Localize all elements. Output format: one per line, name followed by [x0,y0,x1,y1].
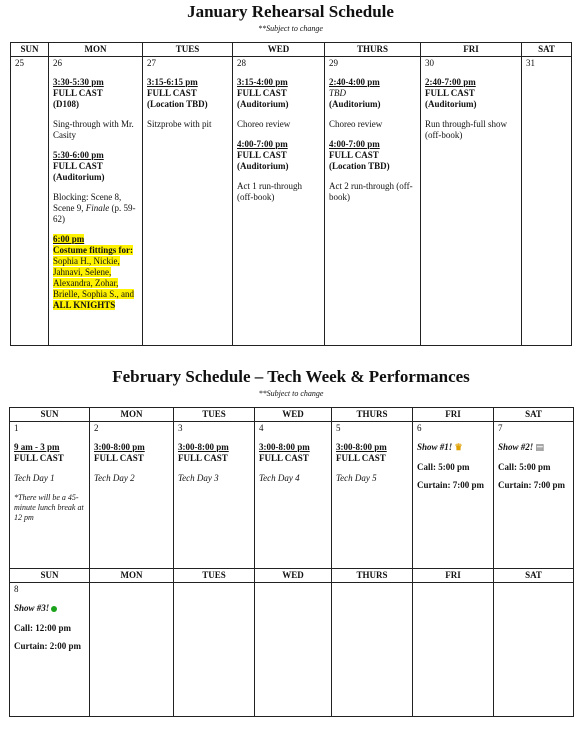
blocking-text: Blocking: Scene 8, Scene 9, [53,192,122,213]
header-tues: TUES [174,408,255,422]
day-cell-jan-30 [421,57,522,346]
rehearsal-time: 9 am - 3 pm [14,442,60,452]
rehearsal-block [237,77,320,110]
rehearsal-group: FULL CAST [53,88,103,98]
header-mon: MON [90,408,174,422]
february-week-1-row [10,422,574,569]
rehearsal-description: Act 2 run-through (off-book) [329,181,413,202]
rehearsal-location: (Location TBD) [147,99,208,109]
header-sat: SAT [522,43,572,57]
rehearsal-time: 2:40-4:00 pm [329,77,380,87]
rehearsal-location: (D108) [53,99,79,109]
day-cell-empty [255,583,332,717]
show-label: Show #1! [417,442,453,452]
rehearsal-group: FULL CAST [237,88,287,98]
rehearsal-block [14,442,85,464]
rehearsal-time: 3:00-8:00 pm [178,442,229,452]
rehearsal-group: FULL CAST [94,453,144,463]
header-tues: TUES [143,43,233,57]
blocking-pages: (p. 59-62) [53,203,136,224]
rehearsal-group: FULL CAST [237,150,287,160]
header-fri: FRI [413,408,494,422]
february-title: February Schedule – Tech Week & Performances [112,367,470,386]
day-number: 26 [53,58,62,68]
february-subtitle: **Subject to change [258,389,324,398]
tech-day-label: Tech Day 2 [94,473,135,483]
header-wed: WED [233,43,325,57]
green-dot-icon [51,606,57,612]
rehearsal-location: (Auditorium) [53,172,105,182]
day-cell-empty [174,583,255,717]
rehearsal-time: 3:15-4:00 pm [237,77,288,87]
rehearsal-block [425,77,517,110]
rehearsal-time: 3:00-8:00 pm [259,442,310,452]
rehearsal-description: Sing-through with Mr. Casity [53,119,134,140]
day-cell-jan-27 [143,57,233,346]
rehearsal-location: (Auditorium) [425,99,477,109]
fitting-names: Sophia H., Nickie, Jahnavi, Selene, Alexandra, Zohar, Brielle, Sophia S., and [53,256,134,299]
january-week-row [11,57,572,346]
rehearsal-block [53,150,138,183]
fitting-time: 6:00 pm [53,234,85,244]
lunch-note: *There will be a 45-minute lunch break at 12 pm [14,493,84,522]
show-title [498,442,569,453]
day-number: 7 [498,423,503,433]
day-number: 8 [14,584,19,594]
header-thurs: THURS [332,569,413,583]
call-time: Call: 5:00 pm [417,462,470,472]
day-cell-feb-3 [174,422,255,569]
rehearsal-time: 3:00-8:00 pm [94,442,145,452]
header-thurs: THURS [332,408,413,422]
february-section [9,367,573,717]
tech-day-label: Tech Day 3 [178,473,219,483]
crown-icon: ♛ [454,442,463,452]
day-cell-feb-6 [413,422,494,569]
day-number: 25 [15,58,24,68]
february-week-2-row [10,583,574,717]
rehearsal-time: 2:40-7:00 pm [425,77,476,87]
day-cell-empty [90,583,174,717]
day-cell-jan-29 [325,57,421,346]
day-number: 30 [425,58,434,68]
rehearsal-location: (Auditorium) [237,161,289,171]
day-number: 6 [417,423,422,433]
curtain-time: Curtain: 7:00 pm [498,480,565,490]
header-sun: SUN [10,408,90,422]
header-mon: MON [90,569,174,583]
day-cell-jan-26 [49,57,143,346]
rehearsal-group: FULL CAST [53,161,103,171]
header-sat: SAT [494,408,574,422]
header-wed: WED [255,569,332,583]
show-title [14,603,85,614]
rehearsal-block [329,139,416,172]
header-thurs: THURS [325,43,421,57]
rehearsal-location: (Auditorium) [329,99,381,109]
rehearsal-group: FULL CAST [259,453,309,463]
rehearsal-block [53,77,138,110]
rehearsal-block [259,442,327,464]
rehearsal-description [53,192,138,225]
january-header-row [11,43,572,57]
rehearsal-block [178,442,250,464]
january-section [10,2,571,346]
rehearsal-description: Sitzprobe with pit [147,119,212,129]
rehearsal-time: 3:00-8:00 pm [336,442,387,452]
header-sun: SUN [10,569,90,583]
january-subtitle: **Subject to change [258,24,323,33]
tech-day-label: Tech Day 1 [14,473,55,483]
day-cell-feb-5 [332,422,413,569]
day-number: 3 [178,423,183,433]
day-cell-jan-31 [522,57,572,346]
january-calendar [10,42,572,346]
blocking-finale: Finale [85,203,110,213]
header-fri: FRI [413,569,494,583]
rehearsal-time: 4:00-7:00 pm [329,139,380,149]
header-sat: SAT [494,569,574,583]
rehearsal-location: (Auditorium) [237,99,289,109]
rehearsal-block [147,77,228,110]
day-number: 31 [526,58,535,68]
rehearsal-description: Choreo review [329,119,383,129]
rehearsal-description: Run through-full show (off-book) [425,119,507,140]
costume-fitting-block [53,234,138,311]
rehearsal-time: 3:30-5:30 pm [53,77,104,87]
february-header-row-2 [10,569,574,583]
day-number: 2 [94,423,99,433]
rehearsal-block [336,442,408,464]
rehearsal-group: FULL CAST [329,150,379,160]
show-label: Show #3! [14,603,50,613]
curtain-time: Curtain: 2:00 pm [14,641,81,651]
day-cell-empty [413,583,494,717]
day-cell-empty [494,583,574,717]
january-title: January Rehearsal Schedule [187,2,394,21]
header-tues: TUES [174,569,255,583]
day-number: 29 [329,58,338,68]
tech-day-label: Tech Day 4 [259,473,300,483]
show-label: Show #2! [498,442,534,452]
bed-icon: ▤ [535,442,545,452]
day-cell-feb-7 [494,422,574,569]
rehearsal-block [329,77,416,110]
header-sun: SUN [11,43,49,57]
rehearsal-group: FULL CAST [147,88,197,98]
day-cell-jan-28 [233,57,325,346]
call-time: Call: 5:00 pm [498,462,551,472]
curtain-time: Curtain: 7:00 pm [417,480,484,490]
show-title [417,442,489,453]
rehearsal-description: Choreo review [237,119,291,129]
fitting-label: Costume fittings for: [53,245,133,255]
call-time: Call: 12:00 pm [14,623,71,633]
tech-day-label: Tech Day 5 [336,473,377,483]
rehearsal-group: FULL CAST [178,453,228,463]
rehearsal-block [237,139,320,172]
day-number: 28 [237,58,246,68]
day-number: 4 [259,423,264,433]
day-cell-feb-8 [10,583,90,717]
header-wed: WED [255,408,332,422]
rehearsal-time: 4:00-7:00 pm [237,139,288,149]
day-cell-feb-4 [255,422,332,569]
rehearsal-group: FULL CAST [425,88,475,98]
header-fri: FRI [421,43,522,57]
rehearsal-time: 5:30-6:00 pm [53,150,104,160]
fitting-knights: ALL KNIGHTS [53,300,116,310]
february-header-row-1 [10,408,574,422]
header-mon: MON [49,43,143,57]
rehearsal-location: (Location TBD) [329,161,390,171]
day-cell-empty [332,583,413,717]
rehearsal-group: TBD [329,88,347,98]
rehearsal-group: FULL CAST [336,453,386,463]
rehearsal-description: Act 1 run-through (off-book) [237,181,302,202]
day-cell-feb-2 [90,422,174,569]
day-cell-jan-25 [11,57,49,346]
february-calendar [9,407,574,717]
rehearsal-block [94,442,169,464]
day-number: 1 [14,423,19,433]
day-number: 5 [336,423,341,433]
rehearsal-time: 3:15-6:15 pm [147,77,198,87]
day-number: 27 [147,58,156,68]
rehearsal-group: FULL CAST [14,453,64,463]
day-cell-feb-1 [10,422,90,569]
